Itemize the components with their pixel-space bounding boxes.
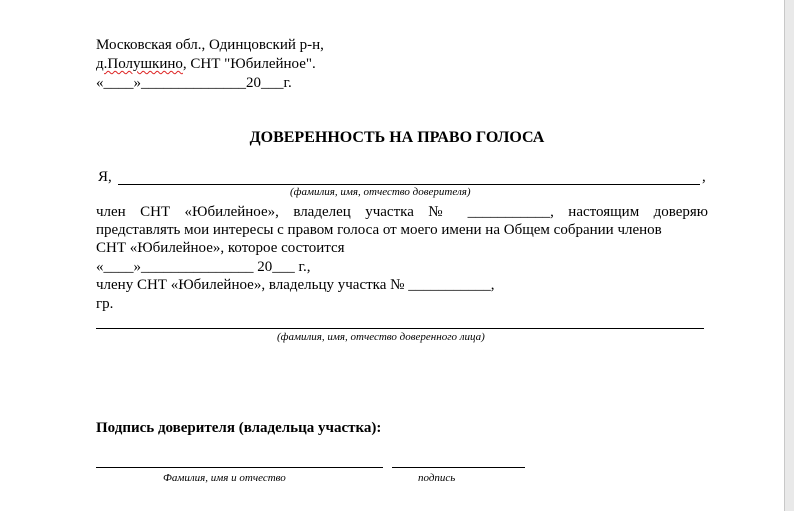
signature-caption: подпись	[418, 472, 456, 484]
body-line-3: СНТ «Юбилейное», которое состоится	[96, 240, 345, 256]
signature-name-line	[96, 467, 383, 468]
signature-heading: Подпись доверителя (владельца участка):	[96, 420, 382, 436]
document-date-line: «____»______________20___г.	[96, 75, 292, 91]
body-line-5: члену СНТ «Юбилейное», владельцу участка № ___________,	[96, 277, 495, 293]
signature-name-caption: Фамилия, имя и отчество	[163, 472, 286, 484]
meeting-date-line: «____»_______________ 20___ г.,	[96, 259, 311, 275]
signature-line	[392, 467, 525, 468]
body-line-6: гр.	[96, 296, 114, 312]
proxy-name-line	[96, 328, 704, 329]
address-line-2-rest: , СНТ "Юбилейное".	[182, 56, 316, 72]
village-name: д.Полушкино	[96, 56, 183, 72]
grantor-prefix: Я,	[98, 169, 112, 185]
body-line-1: член СНТ «Юбилейное», владелец участка № ___________, настоящим доверяю	[96, 204, 708, 220]
body-line-2: представлять мои интересы с правом голоса от моего имени на Общем собрании членов	[96, 222, 662, 238]
grantor-caption: (фамилия, имя, отчество доверителя)	[290, 186, 471, 198]
address-line-2	[96, 56, 316, 73]
grantor-name-line	[118, 184, 700, 185]
address-line-1: Московская обл., Одинцовский р-н,	[96, 37, 324, 53]
page-title: ДОВЕРЕННОСТЬ НА ПРАВО ГОЛОСА	[249, 129, 545, 146]
grantor-suffix: ,	[702, 169, 706, 185]
proxy-caption: (фамилия, имя, отчество доверенного лица)	[277, 331, 485, 343]
page-edge	[785, 0, 794, 511]
